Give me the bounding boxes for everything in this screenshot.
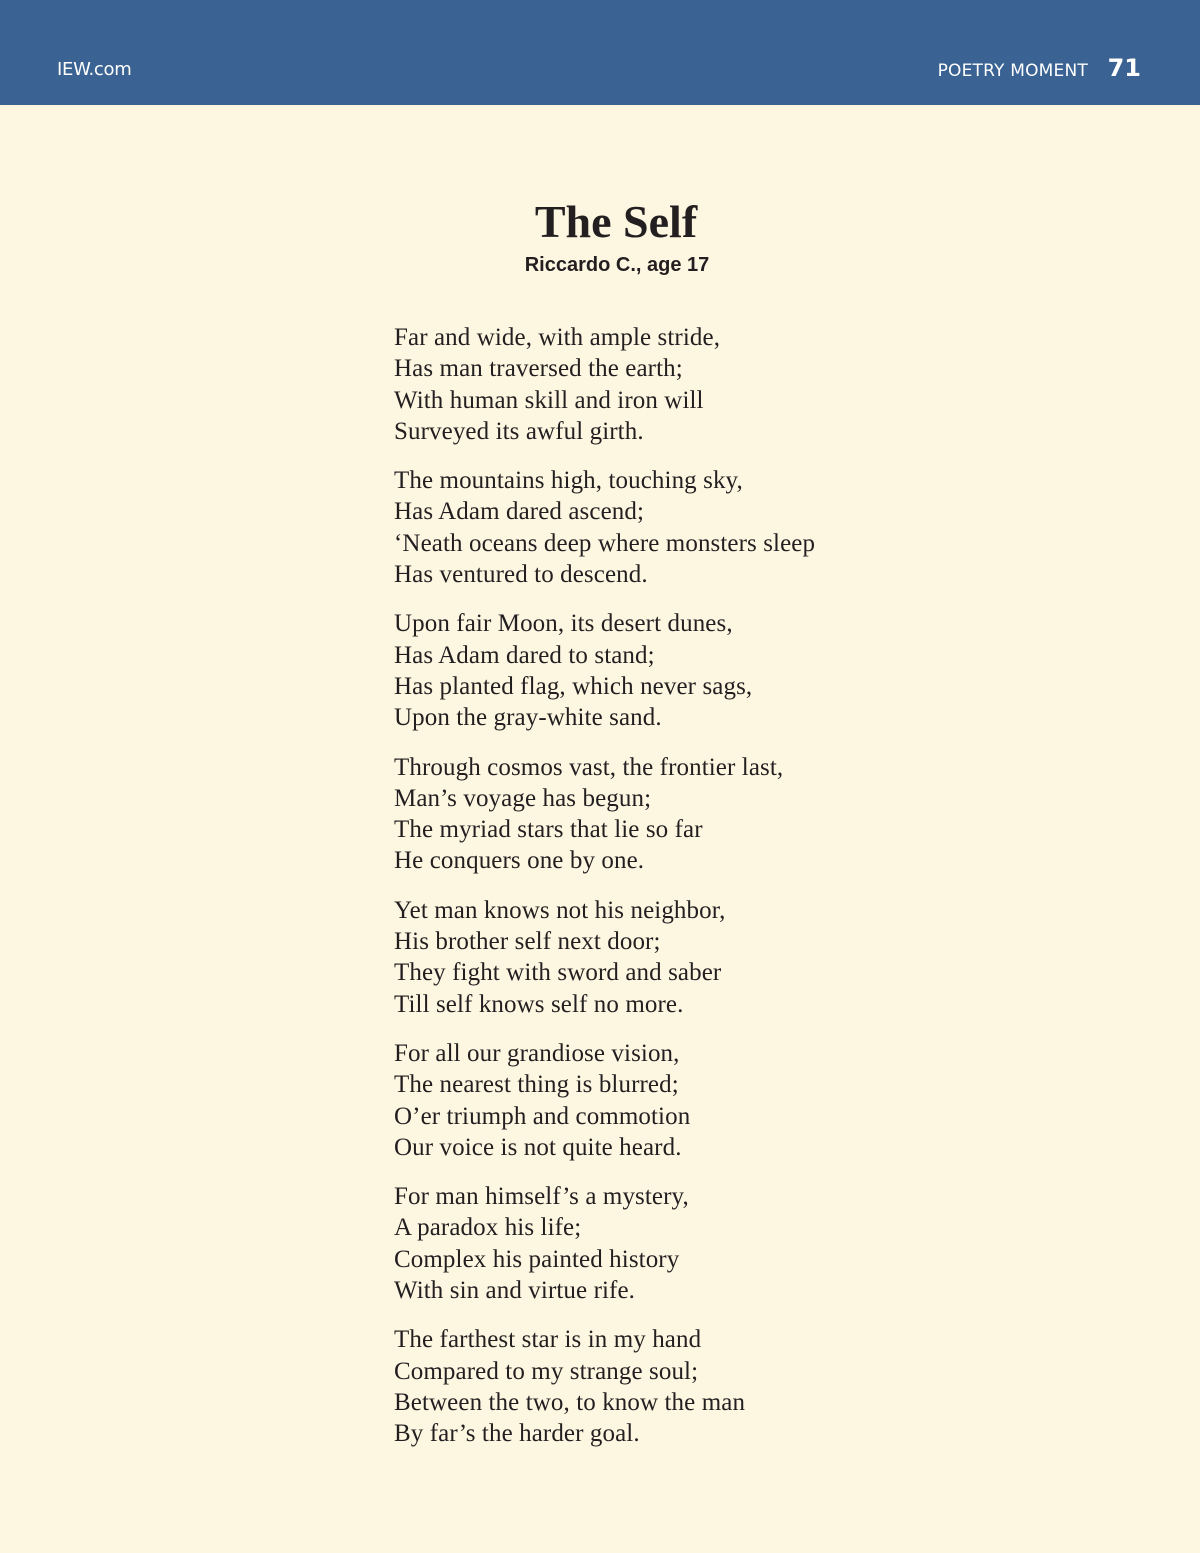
poem-body (394, 322, 954, 1468)
poem-line: The farthest star is in my hand (394, 1326, 702, 1354)
poem-line: A paradox his life; (394, 1214, 582, 1242)
poem-line: Has ventured to descend. (394, 561, 648, 589)
poem-line: By far’s the harder goal. (394, 1420, 640, 1448)
poem-line: He conquers one by one. (394, 847, 645, 875)
poem-line: ‘Neath oceans deep where monsters sleep (394, 529, 816, 557)
stanza (394, 322, 954, 447)
stanza (394, 1324, 954, 1449)
poem-line: With human skill and iron will (394, 386, 704, 414)
stanza (394, 1181, 954, 1306)
poem-line: His brother self next door; (394, 928, 661, 956)
poem-line: The myriad stars that lie so far (394, 816, 703, 844)
stanza (394, 465, 954, 590)
section-label: POETRY MOMENT (937, 61, 1088, 81)
poem-line: Complex his painted history (394, 1245, 680, 1273)
stanza (394, 608, 954, 733)
header-bar (0, 0, 1200, 105)
poem-line: Far and wide, with ample stride, (394, 324, 721, 351)
poem-line: O’er triumph and commotion (394, 1102, 691, 1130)
site-link[interactable]: IEW.com (57, 59, 132, 80)
poem-line: Has Adam dared to stand; (394, 641, 655, 669)
poem-line: For man himself’s a mystery, (394, 1183, 689, 1211)
poem-line: Has planted flag, which never sags, (394, 672, 753, 700)
poem-line: They fight with sword and saber (394, 959, 722, 987)
page-number: 71 (1107, 54, 1141, 82)
poem-line: Till self knows self no more. (394, 990, 684, 1018)
poem-line: With sin and virtue rife. (394, 1277, 636, 1305)
poem-line: For all our grandiose vision, (394, 1039, 680, 1067)
poem-line: Compared to my strange soul; (394, 1357, 699, 1385)
poem-line: Upon the gray-white sand. (394, 704, 662, 732)
stanza (394, 752, 954, 877)
poem-line: Yet man knows not his neighbor, (394, 896, 726, 924)
poem-line: Surveyed its awful girth. (394, 417, 644, 445)
poem-line: The nearest thing is blurred; (394, 1071, 679, 1099)
poem-line: Upon fair Moon, its desert dunes, (394, 610, 733, 638)
poem-line: Man’s voyage has begun; (394, 784, 652, 812)
poem-line: The mountains high, touching sky, (394, 467, 743, 495)
stanza (394, 1038, 954, 1163)
stanza (394, 895, 954, 1020)
poem-line: Our voice is not quite heard. (394, 1133, 682, 1161)
poem-line: Has man traversed the earth; (394, 355, 683, 383)
poem-title: The Self (534, 196, 698, 247)
poem-line: Through cosmos vast, the frontier last, (394, 753, 784, 781)
poem-author: Riccardo C., age 17 (524, 254, 710, 276)
poem-line: Has Adam dared ascend; (394, 498, 645, 526)
poem-line: Between the two, to know the man (394, 1388, 746, 1416)
